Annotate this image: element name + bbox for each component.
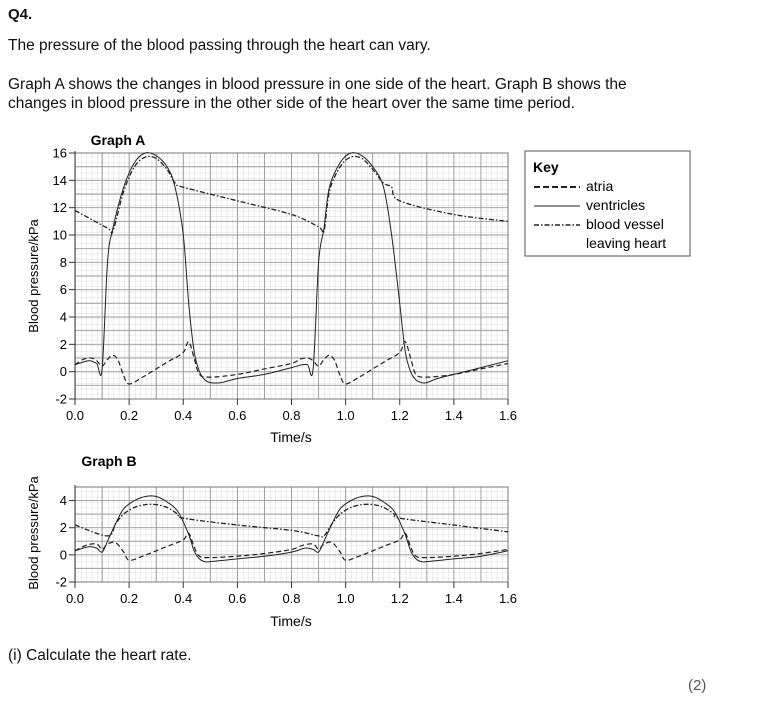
x-tick-label: 0.0 — [65, 591, 85, 606]
graph-a-xlabel: Time/s — [270, 429, 312, 445]
y-tick-label: 6 — [59, 282, 67, 298]
x-tick-label: 1.2 — [390, 408, 409, 423]
y-tick-label: 8 — [59, 254, 67, 270]
x-tick-label: 0.2 — [120, 408, 139, 423]
key-leaving-heart-label: leaving heart — [586, 235, 667, 251]
x-tick-label: 0.4 — [174, 591, 193, 606]
graph-a-ylabel: Blood pressure/kPa — [26, 219, 41, 333]
x-tick-label: 1.0 — [336, 591, 355, 606]
y-tick-label: 16 — [52, 145, 67, 161]
graph-b-xlabel: Time/s — [270, 613, 312, 629]
graph-b-ylabel: Blood pressure/kPa — [26, 476, 41, 590]
x-tick-label: 0.8 — [282, 408, 301, 423]
x-tick-label: 1.4 — [444, 408, 463, 423]
x-tick-label: 0.8 — [282, 591, 301, 606]
question-description-line2: changes in blood pressure in the other side of the heart over the same time period. — [8, 95, 575, 112]
y-tick-label: 14 — [52, 172, 67, 188]
x-tick-label: 1.4 — [444, 591, 463, 606]
y-tick-label: -2 — [55, 391, 67, 407]
y-tick-label: 4 — [59, 309, 67, 325]
y-tick-label: -2 — [55, 574, 67, 590]
y-tick-label: 4 — [59, 493, 67, 509]
y-tick-label: 12 — [52, 200, 67, 216]
x-tick-label: 0.6 — [228, 591, 247, 606]
x-tick-label: 0.0 — [65, 408, 85, 423]
graph-b — [26, 453, 517, 629]
y-tick-label: 2 — [59, 520, 67, 536]
y-tick-label: 2 — [59, 336, 67, 352]
question-part-i: (i) Calculate the heart rate. — [8, 647, 192, 664]
question-description-line1: Graph A shows the changes in blood pressure in one side of the heart. Graph B shows the — [8, 76, 627, 93]
graph-a-title: Graph A — [90, 132, 146, 148]
key-legend — [525, 151, 690, 256]
y-tick-label: 0 — [59, 547, 67, 563]
question-number: Q4. — [8, 6, 33, 23]
key-title: Key — [533, 159, 559, 175]
x-tick-label: 1.2 — [390, 591, 409, 606]
y-tick-label: 10 — [52, 227, 67, 243]
x-tick-label: 0.6 — [228, 408, 247, 423]
graph-b-title: Graph B — [81, 453, 137, 469]
marks-label: (2) — [688, 677, 707, 694]
x-tick-label: 0.2 — [120, 591, 139, 606]
x-tick-label: 1.6 — [498, 591, 518, 606]
key-blood-vessel-label: blood vessel — [586, 216, 664, 232]
x-tick-label: 1.0 — [336, 408, 355, 423]
graph-a — [26, 132, 517, 445]
x-tick-label: 1.6 — [498, 408, 518, 423]
y-tick-label: 0 — [59, 364, 67, 380]
key-atria-label: atria — [586, 178, 614, 194]
key-ventricles-label: ventricles — [586, 197, 646, 213]
question-intro: The pressure of the blood passing through the heart can vary. — [8, 37, 431, 54]
x-tick-label: 0.4 — [174, 408, 193, 423]
